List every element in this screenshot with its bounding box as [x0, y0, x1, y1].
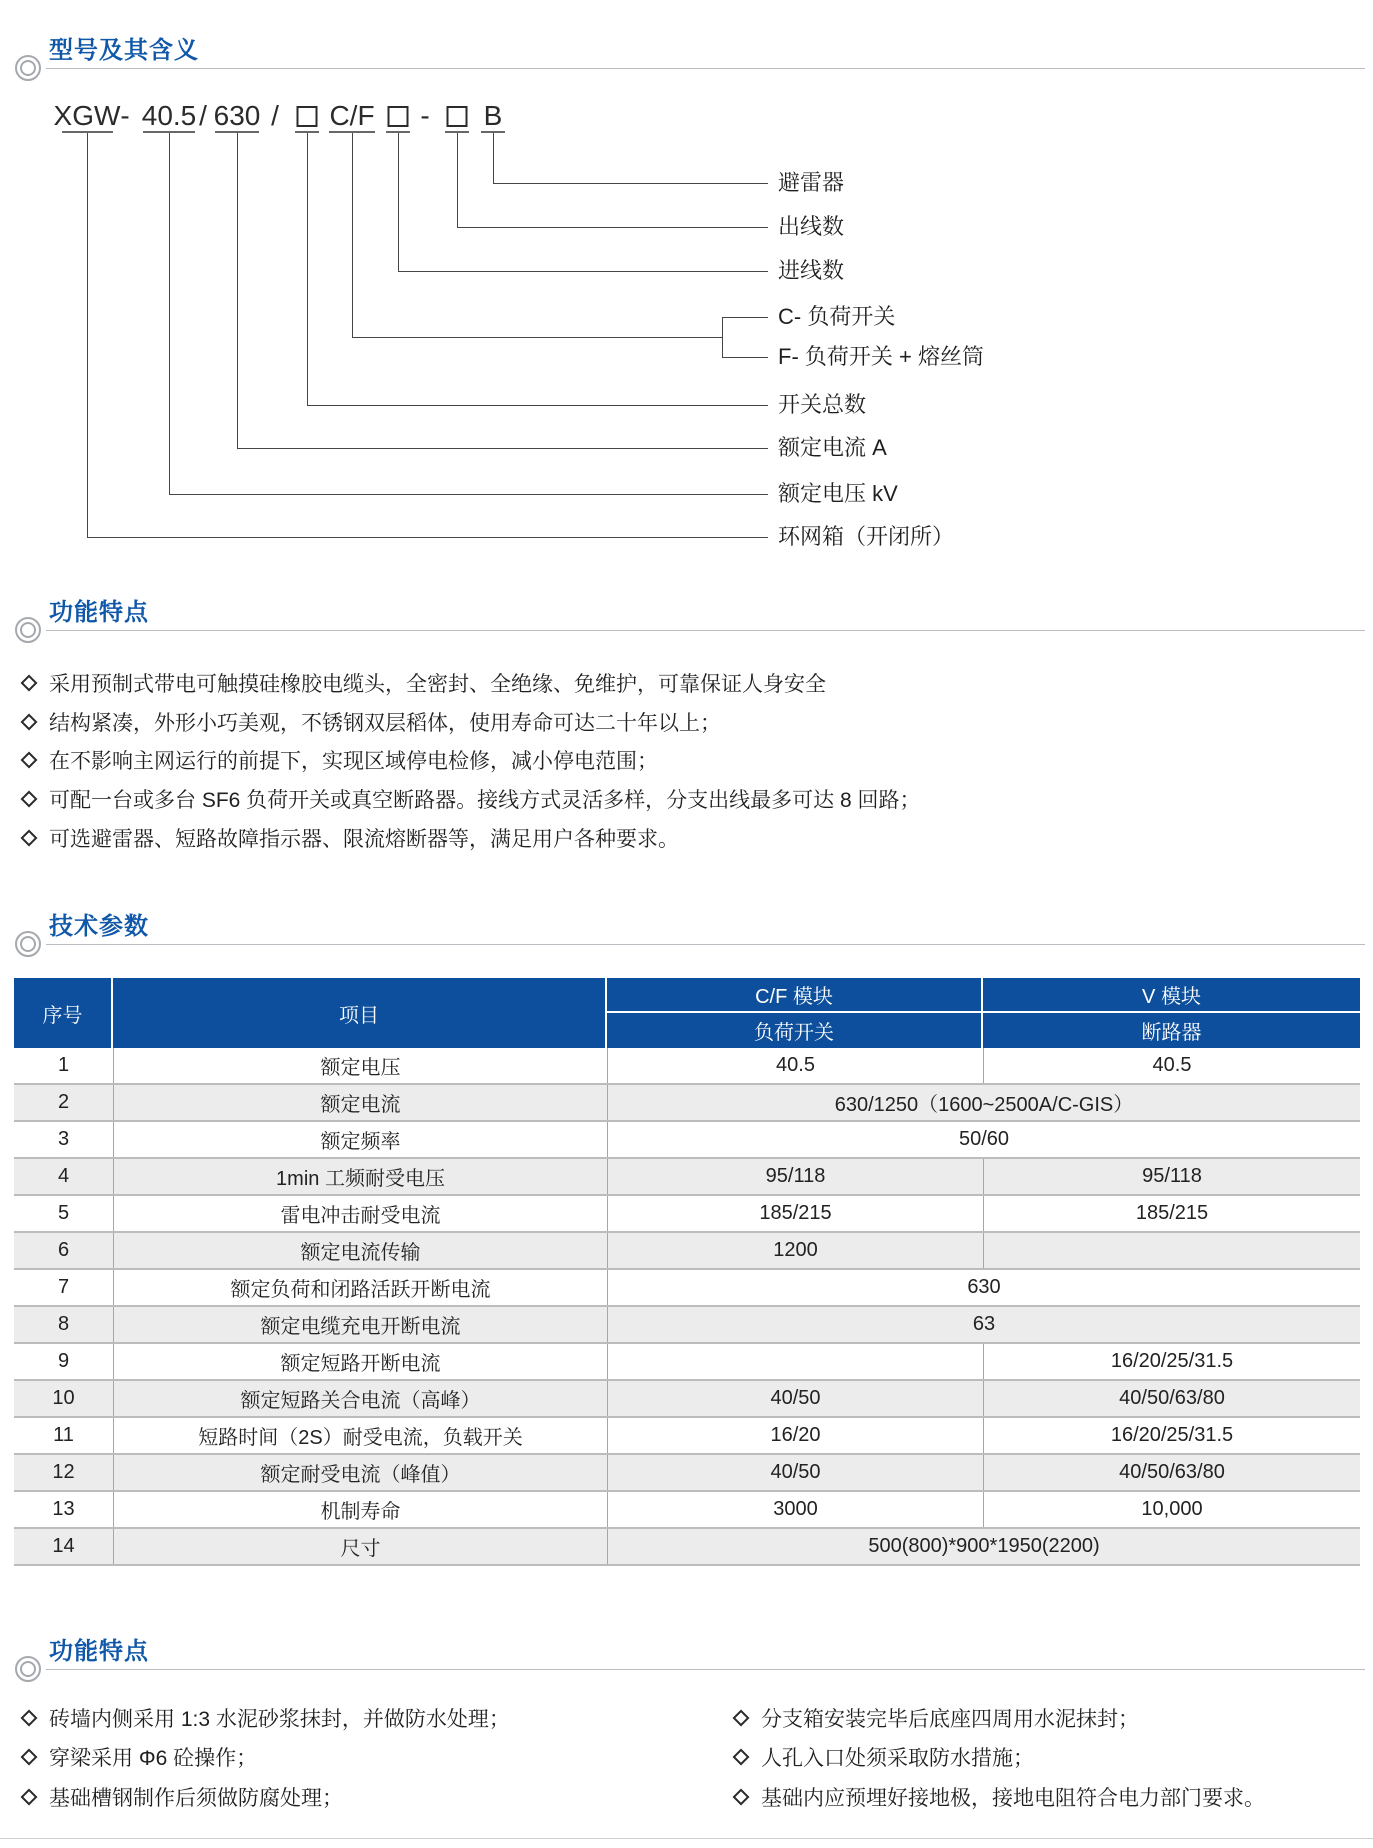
features-top-list: [18, 664, 921, 857]
cell-v-value: 40/50/63/80: [983, 1381, 1360, 1416]
feature-item: [730, 1738, 1265, 1778]
connector-line: [398, 133, 399, 271]
code-box-token: [297, 106, 318, 127]
cell-cf-value: 40.5: [607, 1048, 983, 1083]
table-row: [14, 1418, 1360, 1455]
cell-no: 9: [57, 1350, 70, 1372]
cell-v-value: 95/118: [983, 1159, 1360, 1194]
cell-v-value: [983, 1233, 1360, 1268]
code-token: /: [271, 100, 279, 131]
table-header-load-switch: 负荷开关: [607, 1013, 983, 1048]
section-header-features-top: [0, 599, 1373, 631]
diamond-bullet-icon: [21, 1709, 38, 1726]
section-header-tech: [0, 913, 1373, 945]
cell-no: 13: [52, 1498, 75, 1520]
section-divider-line: [46, 944, 1365, 945]
cell-no: 8: [57, 1313, 70, 1335]
table-row: [14, 1455, 1360, 1492]
cell-no: 2: [57, 1091, 70, 1113]
table-row: [14, 1270, 1360, 1307]
cell-item: 额定耐受电流（峰值）: [113, 1455, 607, 1490]
feature-item: [18, 1738, 510, 1778]
feature-item: [18, 703, 921, 742]
table-header-cf-module: C/F 模块: [607, 978, 983, 1013]
code-token: 630: [213, 100, 261, 131]
section-title-model: 型号及其含义: [49, 37, 199, 64]
cell-span-value: 630: [607, 1270, 1360, 1305]
diamond-bullet-icon: [733, 1749, 750, 1766]
features-bottom-right-list: [730, 1698, 1265, 1817]
diagram-label: 进线数: [778, 258, 845, 283]
connector-line: [493, 183, 768, 184]
cell-no: 7: [57, 1276, 70, 1298]
cell-no: 3: [57, 1128, 70, 1150]
cell-v-value: 185/215: [983, 1196, 1360, 1231]
feature-text: 分支箱安装完毕后底座四周用水泥抹封；: [761, 1707, 1139, 1731]
cell-v-value: 16/20/25/31.5: [983, 1344, 1360, 1379]
feature-text: 基础槽钢制作后须做防腐处理；: [49, 1786, 343, 1810]
cell-v-value: 40.5: [983, 1048, 1360, 1083]
diamond-bullet-icon: [21, 713, 38, 730]
cell-span-value: 50/60: [607, 1122, 1360, 1157]
page-bottom-rule: [0, 1838, 1373, 1839]
feature-text: 穿梁采用 Φ6 砼操作；: [49, 1747, 258, 1771]
connector-line: [307, 133, 308, 405]
feature-text: 砖墙内侧采用 1:3 水泥砂浆抹封，并做防水处理；: [49, 1707, 510, 1731]
feature-item: [18, 664, 921, 703]
diamond-bullet-icon: [21, 1788, 38, 1805]
table-row: [14, 1233, 1360, 1270]
section-title-features-top: 功能特点: [49, 599, 149, 626]
diagram-label: C- 负荷开关: [778, 304, 896, 329]
cell-item: 额定负荷和闭路活跃开断电流: [113, 1270, 607, 1305]
connector-line: [398, 271, 768, 272]
cell-item: 额定电压: [113, 1048, 607, 1083]
cell-cf-value: 40/50: [607, 1381, 983, 1416]
diamond-bullet-icon: [733, 1788, 750, 1805]
connector-line: [169, 494, 768, 495]
cell-no: 4: [57, 1165, 70, 1187]
section-title-features-bottom: 功能特点: [49, 1638, 149, 1665]
table-header-item: 项目: [113, 978, 607, 1048]
cell-no: 6: [57, 1239, 70, 1261]
feature-item: [18, 1698, 510, 1738]
diagram-label: 额定电流 A: [778, 435, 887, 460]
diamond-bullet-icon: [21, 791, 38, 808]
connector-line: [722, 317, 723, 357]
cell-item: 1min 工频耐受电压: [113, 1159, 607, 1194]
cell-item: 短路时间（2S）耐受电流，负载开关: [113, 1418, 607, 1453]
cell-v-value: 10,000: [983, 1492, 1360, 1527]
table-row: [14, 1344, 1360, 1381]
cell-item: 额定短路关合电流（高峰）: [113, 1381, 607, 1416]
cell-item: 额定电流: [113, 1085, 607, 1120]
section-divider-line: [46, 1669, 1365, 1670]
connector-line: [457, 227, 768, 228]
connector-line: [307, 405, 768, 406]
feature-text: 采用预制式带电可触摸硅橡胶电缆头，全密封、全绝缘、免维护，可靠保证人身安全: [49, 673, 826, 697]
feature-item: [730, 1698, 1265, 1738]
table-row: [14, 1196, 1360, 1233]
cell-item: 尺寸: [113, 1529, 607, 1564]
cell-no: 5: [57, 1202, 70, 1224]
section-header-features-bottom: [0, 1638, 1373, 1670]
cell-no: 1: [57, 1054, 70, 1076]
connector-line: [722, 317, 768, 318]
section-ring-icon: [15, 931, 41, 957]
cell-item: 额定电缆充电开断电流: [113, 1307, 607, 1342]
code-box-token: [388, 106, 409, 127]
feature-text: 人孔入口处须采取防水措施；: [761, 1747, 1034, 1771]
feature-item: [18, 1777, 510, 1817]
code-token: 40.5: [141, 100, 197, 131]
cell-no: 11: [53, 1424, 74, 1446]
diamond-bullet-icon: [733, 1709, 750, 1726]
table-row: [14, 1492, 1360, 1529]
cell-cf-value: [607, 1344, 983, 1379]
feature-text: 在不影响主网运行的前提下，实现区域停电检修，减小停电范围；: [49, 750, 658, 774]
feature-text: 可配一台或多台 SF6 负荷开关或真空断路器。接线方式灵活多样，分支出线最多可达 8 回路；: [49, 789, 921, 813]
cell-cf-value: 1200: [607, 1233, 983, 1268]
feature-item: [18, 741, 921, 780]
table-row: [14, 1381, 1360, 1418]
connector-line: [457, 133, 458, 227]
diagram-label: 出线数: [778, 214, 845, 239]
cell-cf-value: 40/50: [607, 1455, 983, 1490]
code-token: XGW: [53, 100, 121, 131]
diamond-bullet-icon: [21, 829, 38, 846]
cell-item: 机制寿命: [113, 1492, 607, 1527]
diagram-label: 开关总数: [778, 392, 867, 417]
cell-cf-value: 3000: [607, 1492, 983, 1527]
section-divider-line: [46, 630, 1365, 631]
cell-item: 雷电冲击耐受电流: [113, 1196, 607, 1231]
connector-line: [237, 133, 238, 448]
feature-item: [18, 818, 921, 857]
code-token: C/F: [329, 100, 375, 131]
connector-line: [722, 357, 768, 358]
table-header: [14, 978, 1360, 1048]
table-row: [14, 1085, 1360, 1122]
table-body: [14, 1048, 1360, 1566]
connector-line: [169, 133, 170, 494]
table-row: [14, 1122, 1360, 1159]
code-token: B: [483, 100, 503, 131]
table-header-v-module: V 模块: [983, 978, 1360, 1013]
cell-v-value: 16/20/25/31.5: [983, 1418, 1360, 1453]
table-row: [14, 1529, 1360, 1566]
table-header-breaker: 断路器: [1141, 1022, 1202, 1044]
connector-line: [493, 133, 494, 183]
diagram-label: 额定电压 kV: [778, 481, 898, 506]
cell-cf-value: 185/215: [607, 1196, 983, 1231]
connector-line: [352, 337, 722, 338]
cell-cf-value: 95/118: [607, 1159, 983, 1194]
table-row: [14, 1159, 1360, 1196]
table-header-no: 序号: [14, 978, 113, 1048]
feature-text: 结构紧凑，外形小巧美观，不锈钢双层稻体，使用寿命可达二十年以上；: [49, 711, 721, 735]
diagram-label: F- 负荷开关 + 熔丝筒: [778, 344, 984, 369]
code-token: -: [420, 100, 430, 131]
cell-no: 10: [52, 1387, 75, 1409]
code-token: -: [120, 100, 130, 131]
cell-span-value: 630/1250（1600~2500A/C-GIS）: [607, 1085, 1360, 1120]
connector-line: [352, 133, 353, 337]
diagram-label: 避雷器: [778, 170, 845, 195]
cell-span-value: 63: [607, 1307, 1360, 1342]
feature-item: [18, 780, 921, 819]
table-row: [14, 1307, 1360, 1344]
section-ring-icon: [15, 617, 41, 643]
cell-item: 额定电流传输: [113, 1233, 607, 1268]
cell-cf-value: 16/20: [607, 1418, 983, 1453]
section-title-tech: 技术参数: [49, 913, 149, 940]
cell-item: 额定频率: [113, 1122, 607, 1157]
feature-item: [730, 1777, 1265, 1817]
diamond-bullet-icon: [21, 675, 38, 692]
cell-item: 额定短路开断电流: [113, 1344, 607, 1379]
code-token: /: [199, 100, 207, 131]
feature-text: 基础内应预埋好接地极，接地电阻符合电力部门要求。: [761, 1786, 1265, 1810]
diamond-bullet-icon: [21, 752, 38, 769]
diagram-label: 环网箱（开闭所）: [778, 524, 955, 549]
cell-v-value: 40/50/63/80: [983, 1455, 1360, 1490]
feature-text: 可选避雷器、短路故障指示器、限流熔断器等，满足用户各种要求。: [49, 827, 679, 851]
cell-no: 14: [52, 1535, 75, 1557]
code-box-token: [447, 106, 468, 127]
features-bottom-left-list: [18, 1698, 510, 1817]
connector-line: [87, 537, 768, 538]
cell-no: 12: [52, 1461, 75, 1483]
section-ring-icon: [15, 1656, 41, 1682]
table-row: [14, 1048, 1360, 1085]
diamond-bullet-icon: [21, 1749, 38, 1766]
tech-parameters-table: [14, 978, 1360, 1566]
connector-line: [87, 133, 88, 537]
connector-line: [237, 448, 768, 449]
cell-span-value: 500(800)*900*1950(2200): [607, 1529, 1360, 1564]
